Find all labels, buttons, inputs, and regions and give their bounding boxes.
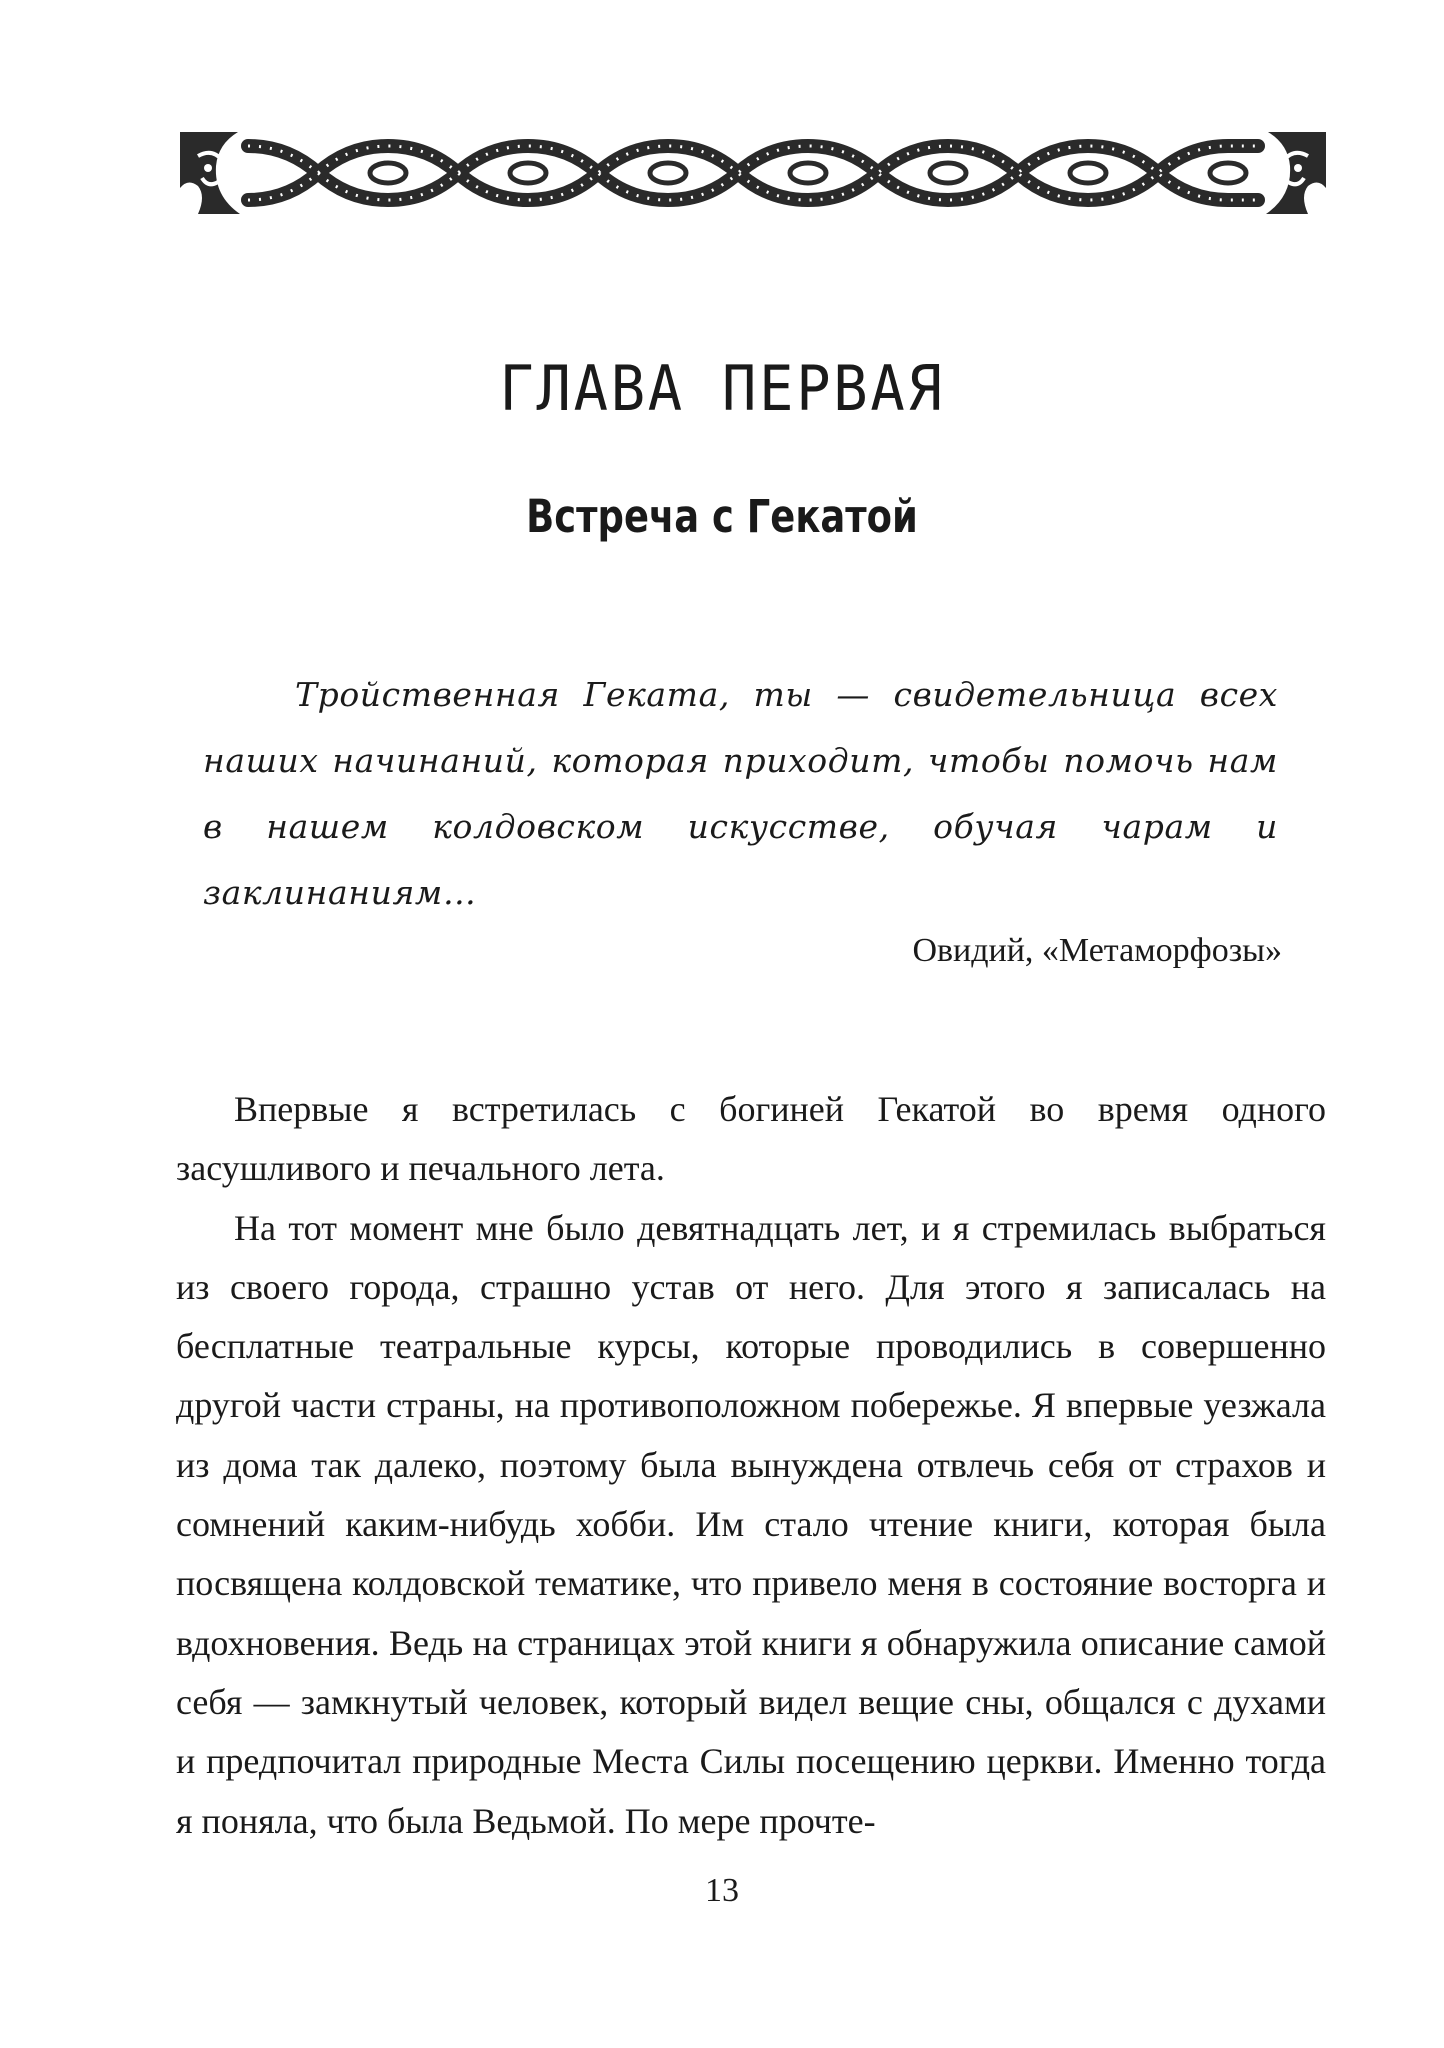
page-number: 13: [705, 1872, 739, 1909]
epigraph-source: Овидий, «Метаморфозы»: [912, 932, 1282, 969]
body-text: [176, 1080, 1326, 1851]
chapter-title: ГЛАВА ПЕРВАЯ: [499, 352, 945, 425]
epigraph-quote: Тройственная Геката, ты — свидетельница всех наших начинаний, которая приходит, чтобы помочь нам в нашем колдовском искусстве, обучая чарам и заклинаниям…: [203, 675, 1278, 912]
celtic-knot-ornament: [178, 126, 1328, 220]
chapter-subtitle: Встреча с Гекатой: [526, 490, 918, 543]
body-paragraph: На тот момент мне было девятнадцать лет, и я стремилась выбраться из своего города, страшно устав от него. Для этого я записалась на бесплатные театральные курсы, которые проводились в совершенно другой части страны, на противоположном побережье. Я впервые уезжала из дома так далеко, поэтому была вынуждена отвлечь себя от страхов и сомнений каким-нибудь хобби. Им стало чтение книги, которая была посвящена колдовской тематике, что привело меня в состояние восторга и вдохновения. Ведь на страницах этой книги я обнаружила описание самой себя — замкнутый человек, который видел вещие сны, общался с духами и предпочитал природные Места Силы посещению церкви. Именно тогда я поняла, что была Ведьмой. По мере прочте-: [176, 1207, 1326, 1841]
ornament-left-scroll-icon: [180, 132, 240, 214]
body-paragraph: Впервые я встретилась с богиней Гекатой во время одного засушливого и печального лета.: [176, 1089, 1326, 1189]
ornament-right-scroll-icon: [1266, 132, 1326, 214]
